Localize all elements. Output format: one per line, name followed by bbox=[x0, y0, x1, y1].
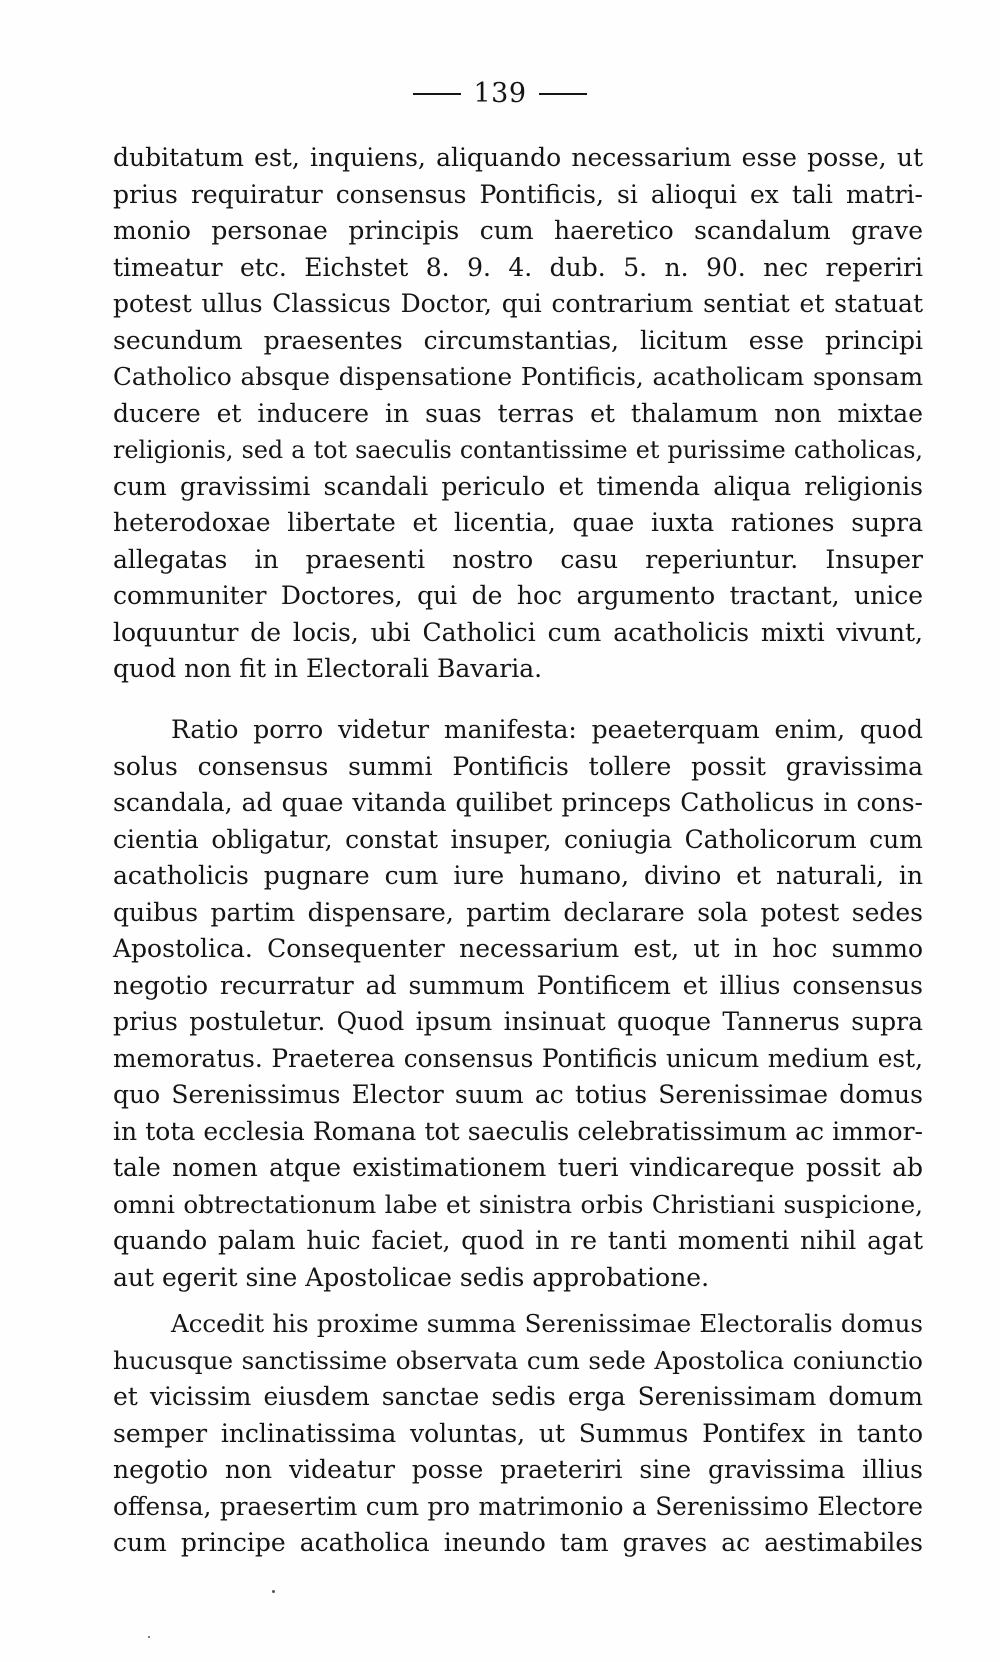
text-line: Apostolica. Consequenter necessarium est, ut in hoc summo bbox=[113, 934, 923, 963]
text-line: prius requiratur consensus Pontificis, si alioqui ex tali matri- bbox=[113, 179, 923, 209]
text-line: negotio non videatur posse praeteriri sine gravissima illius bbox=[113, 1455, 923, 1484]
text-line: memoratus. Praeterea consensus Pontificis unicum medium est, bbox=[113, 1043, 923, 1073]
text-line: monio personae principis cum haeretico scandalum grave bbox=[113, 216, 923, 245]
text-line: in tota ecclesia Romana tot saeculis celebratissimum ac immor- bbox=[113, 1116, 923, 1146]
text-line: semper inclinatissima voluntas, ut Summus Pontifex in tanto bbox=[113, 1418, 923, 1448]
text-line: tale nomen atque existimationem tueri vindicareque possit ab bbox=[113, 1153, 923, 1182]
text-line: quibus partim dispensare, partim declarare sola potest sedes bbox=[113, 897, 923, 927]
text-line: et vicissim eiusdem sanctae sedis erga Serenissimam domum bbox=[113, 1382, 923, 1411]
text-line: solus consensus summi Pontificis tollere possit gravissima bbox=[113, 751, 923, 781]
text-line: quando palam huic faciet, quod in re tanti momenti nihil agat bbox=[113, 1226, 923, 1255]
text-line: Ratio porro videtur manifesta: peaeterquam enim, quod bbox=[171, 715, 923, 744]
text-line: offensa, praesertim cum pro matrimonio a Serenissimo Electore bbox=[113, 1491, 923, 1521]
paragraph-1 bbox=[113, 140, 923, 688]
text-line: timeatur etc. Eichstet 8. 9. 4. dub. 5. n. 90. nec reperiri bbox=[113, 252, 923, 282]
page-number: 139 bbox=[473, 78, 527, 109]
text-line: loquuntur de locis, ubi Catholici cum acatholicis mixti vivunt, bbox=[113, 617, 923, 647]
text-line: cum gravissimi scandali periculo et timenda aliqua religionis bbox=[113, 471, 923, 501]
text-line: ducere et inducere in suas terras et thalamum non mixtae bbox=[113, 398, 923, 428]
text-line: cientia obligatur, constat insuper, coniugia Catholicorum cum bbox=[113, 824, 923, 854]
text-line: acatholicis pugnare cum iure humano, divino et naturali, in bbox=[113, 861, 923, 890]
page-header bbox=[0, 78, 1000, 109]
text-line: quo Serenissimus Elector suum ac totius Serenissimae domus bbox=[113, 1080, 923, 1109]
header-dash-left bbox=[413, 93, 461, 95]
text-line: quod non fit in Electorali Bavaria. bbox=[113, 654, 543, 683]
ink-speck bbox=[148, 1636, 150, 1638]
text-line: omni obtrectationum labe et sinistra orbis Christiani suspicione, bbox=[113, 1189, 923, 1219]
text-line: Catholico absque dispensatione Pontificis, acatholicam sponsam bbox=[113, 362, 923, 391]
text-line: religionis, sed a tot saeculis contantissime et purissime catholicas, bbox=[113, 436, 923, 464]
paragraph-2 bbox=[113, 712, 923, 1296]
text-line: communiter Doctores, qui de hoc argumento tractant, unice bbox=[113, 581, 923, 610]
text-line: heterodoxae libertate et licentia, quae iuxta rationes supra bbox=[113, 508, 923, 537]
text-line: allegatas in praesenti nostro casu reperiuntur. Insuper bbox=[113, 544, 923, 574]
text-line: dubitatum est, inquiens, aliquando necessarium esse posse, ut bbox=[113, 143, 923, 172]
text-line: cum principe acatholica ineundo tam graves ac aestimabiles bbox=[113, 1528, 923, 1557]
text-line: prius postuletur. Quod ipsum insinuat quoque Tannerus supra bbox=[113, 1007, 923, 1036]
text-line: hucusque sanctissime observata cum sede Apostolica coniunctio bbox=[113, 1345, 923, 1375]
text-line: aut egerit sine Apostolicae sedis approbatione. bbox=[113, 1262, 710, 1292]
text-line: negotio recurratur ad summum Pontificem et illius consensus bbox=[113, 970, 923, 1000]
paragraph-3 bbox=[113, 1306, 923, 1562]
text-line: potest ullus Classicus Doctor, qui contrarium sentiat et statuat bbox=[113, 289, 923, 318]
text-line: scandala, ad quae vitanda quilibet princeps Catholicus in cons- bbox=[113, 788, 923, 817]
text-line: Accedit his proxime summa Serenissimae Electoralis domus bbox=[171, 1309, 923, 1338]
ink-speck bbox=[272, 1590, 275, 1593]
header-dash-right bbox=[539, 93, 587, 95]
text-line: secundum praesentes circumstantias, licitum esse principi bbox=[113, 325, 923, 355]
